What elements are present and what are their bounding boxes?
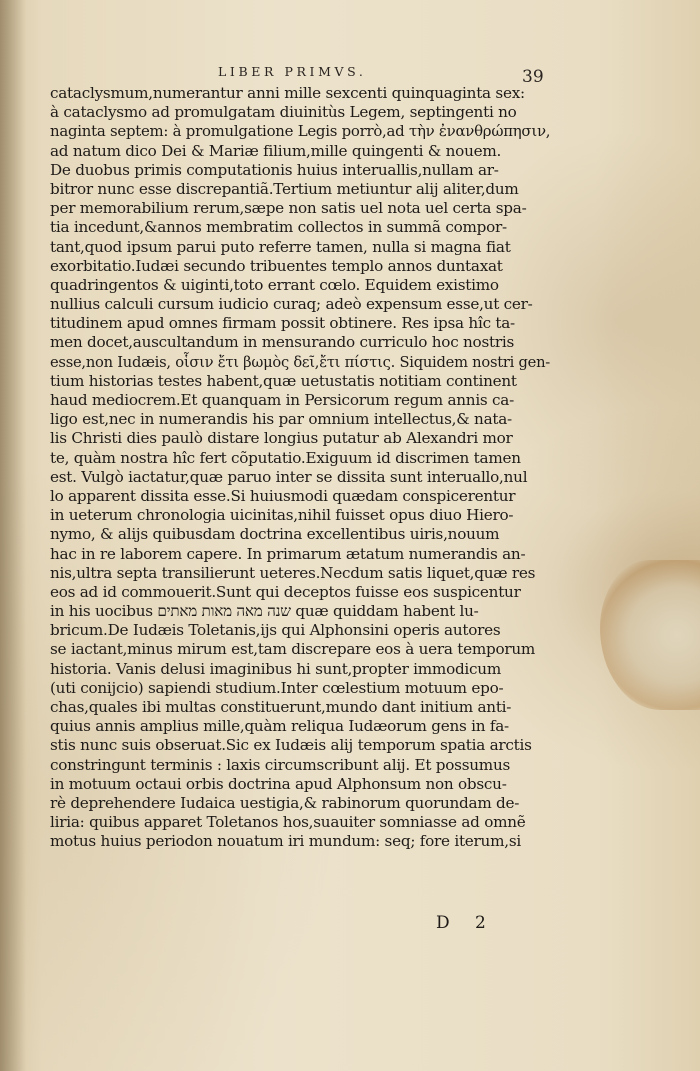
text-line: titudinem apud omnes firmam possit obtinere. Res ipsa hîc ta- xyxy=(50,314,515,333)
text-line: tant,quod ipsum parui puto referre tamen, nulla si magna fiat xyxy=(50,237,511,256)
page-header xyxy=(0,64,700,87)
page-number: 39 xyxy=(522,67,544,87)
text-line: per memorabilium rerum,sæpe non satis uel nota uel certa spa- xyxy=(50,199,527,218)
text-line: liria: quibus apparet Toletanos hos,suauiter somniasse ad omnẽ xyxy=(50,813,526,832)
text-line: bricum.De Iudæis Toletanis,ijs qui Alphonsini operis autores xyxy=(50,621,501,640)
text-line: te, quàm nostra hîc fert cõputatio.Exiguum id discrimen tamen xyxy=(50,448,521,467)
text-line: in ueterum chronologia uicinitas,nihil fuisset opus diuo Hiero- xyxy=(50,506,514,525)
text-line: rè deprehendere Iudaica uestigia,& rabinorum quorundam de- xyxy=(50,793,520,812)
text-line: bitror nunc esse discrepantiã.Tertium metiuntur alij aliter,dum xyxy=(50,179,519,198)
running-head: LIBER PRIMVS. xyxy=(218,64,367,79)
body-text xyxy=(50,84,550,852)
signature-mark: D 2 xyxy=(436,913,496,933)
text-line: se iactant,minus mirum est,tam discrepare eos à uera temporum xyxy=(50,640,536,659)
text-line: quius annis amplius mille,quàm reliqua Iudæorum gens in fa- xyxy=(50,717,509,736)
text-line: nis,ultra septa transilierunt ueteres.Necdum satis liquet,quæ res xyxy=(50,563,536,582)
text-line: men docet,auscultandum in mensurando curriculo hoc nostris xyxy=(50,333,515,352)
text-line: nymo, & alijs quibusdam doctrina excellentibus uiris,nouum xyxy=(50,525,500,544)
text-line: quadringentos & uiginti,toto errant cœlo. Equidem existimo xyxy=(50,275,499,294)
text-line: in motuum octaui orbis doctrina apud Alphonsum non obscu- xyxy=(50,774,507,793)
text-line: nullius calculi cursum iudicio curaq; adeò expensum esse,ut cer- xyxy=(50,295,533,314)
text-line: lis Christi dies paulò distare longius putatur ab Alexandri mor xyxy=(50,429,513,448)
text-line: chas,quales ibi multas constituerunt,mundo dant initium anti- xyxy=(50,698,512,716)
text-line: naginta septem: à promulgatione Legis porrò,ad τὴν ἐνανθρώπησιν, xyxy=(50,122,551,141)
text-line: lo apparent dissita esse.Si huiusmodi quædam conspicerentur xyxy=(50,486,516,505)
text-line: historia. Vanis delusi imaginibus hi sunt,propter immodicum xyxy=(50,659,501,678)
text-line: (uti conijcio) sapiendi studium.Inter cœlestium motuum epo- xyxy=(50,678,504,697)
text-line: tia incedunt,&annos membratim collectos in summã compor- xyxy=(50,218,507,237)
text-line: exorbitatio.Iudæi secundo tribuentes templo annos duntaxat xyxy=(50,256,503,275)
text-line: in his uocibus שנה מאה מאות מאתים quæ quiddam habent lu- xyxy=(50,602,479,621)
text-line: ad natum dico Dei & Mariæ filium,mille quingenti & nouem. xyxy=(50,141,502,160)
text-line: esse,non Iudæis, οἷσιν ἔτι βωμὸς δεῖ,ἔτι πίστις. Siquidem nostri gen- xyxy=(50,352,550,371)
text-line: constringunt terminis : laxis circumscribunt alij. Et possumus xyxy=(50,755,511,774)
text-line: De duobus primis computationis huius interuallis,nullam ar- xyxy=(50,160,499,179)
text-line: est. Vulgò iactatur,quæ paruo inter se dissita sunt interuallo,nul xyxy=(50,467,528,486)
water-stain xyxy=(600,560,700,710)
text-line: tium historias testes habent,quæ uetustatis notitiam continent xyxy=(50,371,517,390)
text-line: ligo est,nec in numerandis his par omnium intellectus,& nata- xyxy=(50,410,512,429)
text-line: haud mediocrem.Et quanquam in Persicorum regum annis ca- xyxy=(50,391,514,409)
text-line: stis nunc suis obseruat.Sic ex Iudæis alij temporum spatia arctis xyxy=(50,736,532,755)
text-line: hac in re laborem capere. In primarum ætatum numerandis an- xyxy=(50,544,526,563)
text-line: eos ad id commouerit.Sunt qui deceptos fuisse eos suspicentur xyxy=(50,582,521,601)
text-line: cataclysmum,numerantur anni mille sexcenti quinquaginta sex: xyxy=(50,84,525,102)
text-line: à cataclysmo ad promulgatam diuinitùs Legem, septingenti no xyxy=(50,103,517,122)
text-line: motus huius periodon nouatum iri mundum: seq; fore iterum,si xyxy=(50,832,521,851)
page-gutter-shadow xyxy=(0,0,26,1071)
